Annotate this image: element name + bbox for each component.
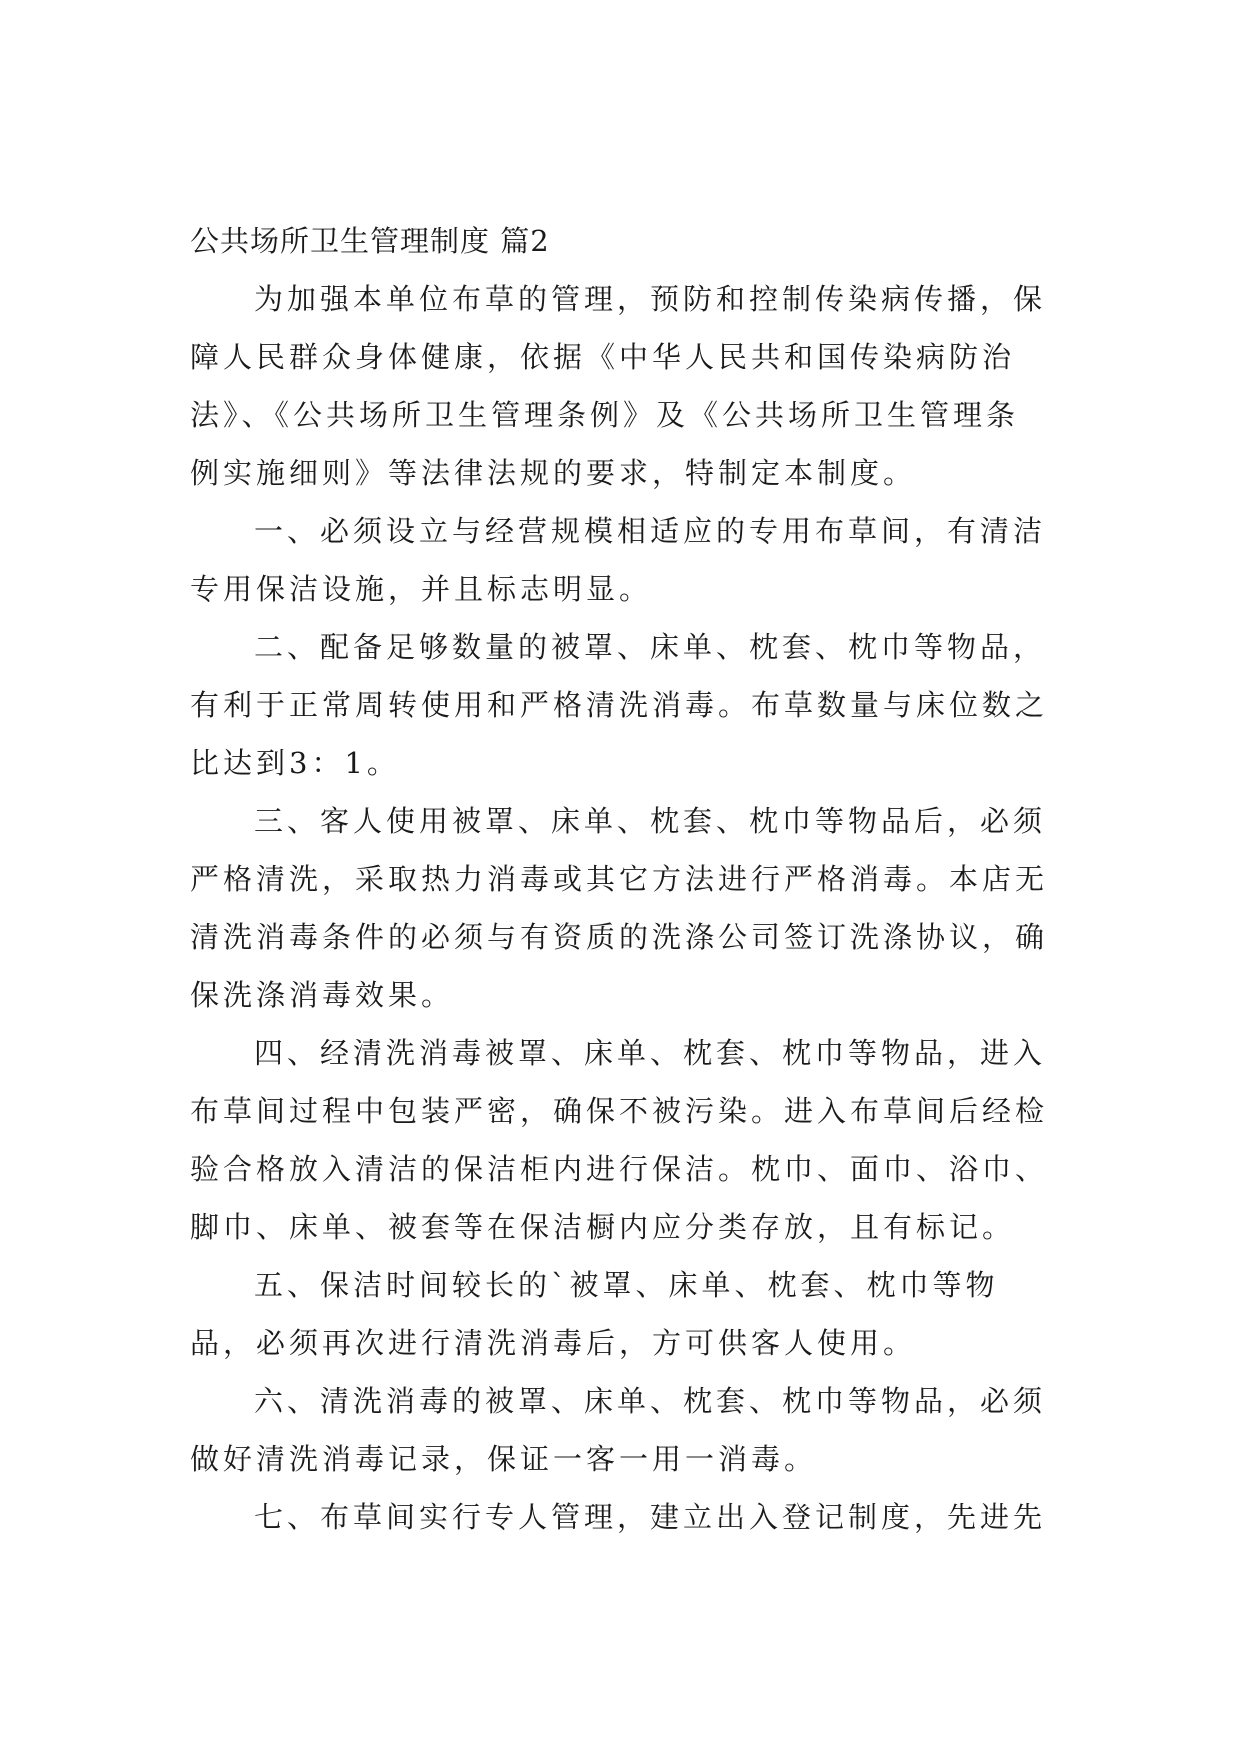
- paragraph-item-6: 六、清洗消毒的被罩、床单、枕套、枕巾等物品，必须做好清洗消毒记录，保证一客一用一消毒。: [190, 1384, 1047, 1476]
- paragraph-item-4: 四、经清洗消毒被罩、床单、枕套、枕巾等物品，进入布草间过程中包装严密，确保不被污染。进入布草间后经检验合格放入清洁的保洁柜内进行保洁。枕巾、面巾、浴巾、脚巾、床单、被套等在保洁橱内应分类存放，且有标记。: [190, 1036, 1049, 1244]
- document-page: [190, 212, 1050, 1546]
- document-title: 公共场所卫生管理制度 篇2: [190, 224, 550, 258]
- paragraph-item-7: 七、布草间实行专人管理，建立出入登记制度，先进先: [254, 1500, 1047, 1534]
- paragraph-item-2: 二、配备足够数量的被罩、床单、枕套、枕巾等物品，有利于正常周转使用和严格清洗消毒。布草数量与床位数之比达到3：1。: [190, 630, 1049, 780]
- paragraph-item-1: 一、必须设立与经营规模相适应的专用布草间，有清洁专用保洁设施，并且标志明显。: [190, 514, 1047, 606]
- paragraph-item-3: 三、客人使用被罩、床单、枕套、枕巾等物品后，必须严格清洗，采取热力消毒或其它方法进行严格消毒。本店无清洗消毒条件的必须与有资质的洗涤公司签订洗涤协议，确保洗涤消毒效果。: [190, 804, 1049, 1012]
- paragraph-intro: 为加强本单位布草的管理，预防和控制传染病传播，保障人民群众身体健康，依据《中华人民共和国传染病防治法》、《公共场所卫生管理条例》及《公共场所卫生管理条例实施细则》等法律法规的要求，特制定本制度。: [190, 282, 1047, 490]
- paragraph-item-5: 五、保洁时间较长的`被罩、床单、枕套、枕巾等物品，必须再次进行清洗消毒后，方可供客人使用。: [190, 1268, 999, 1360]
